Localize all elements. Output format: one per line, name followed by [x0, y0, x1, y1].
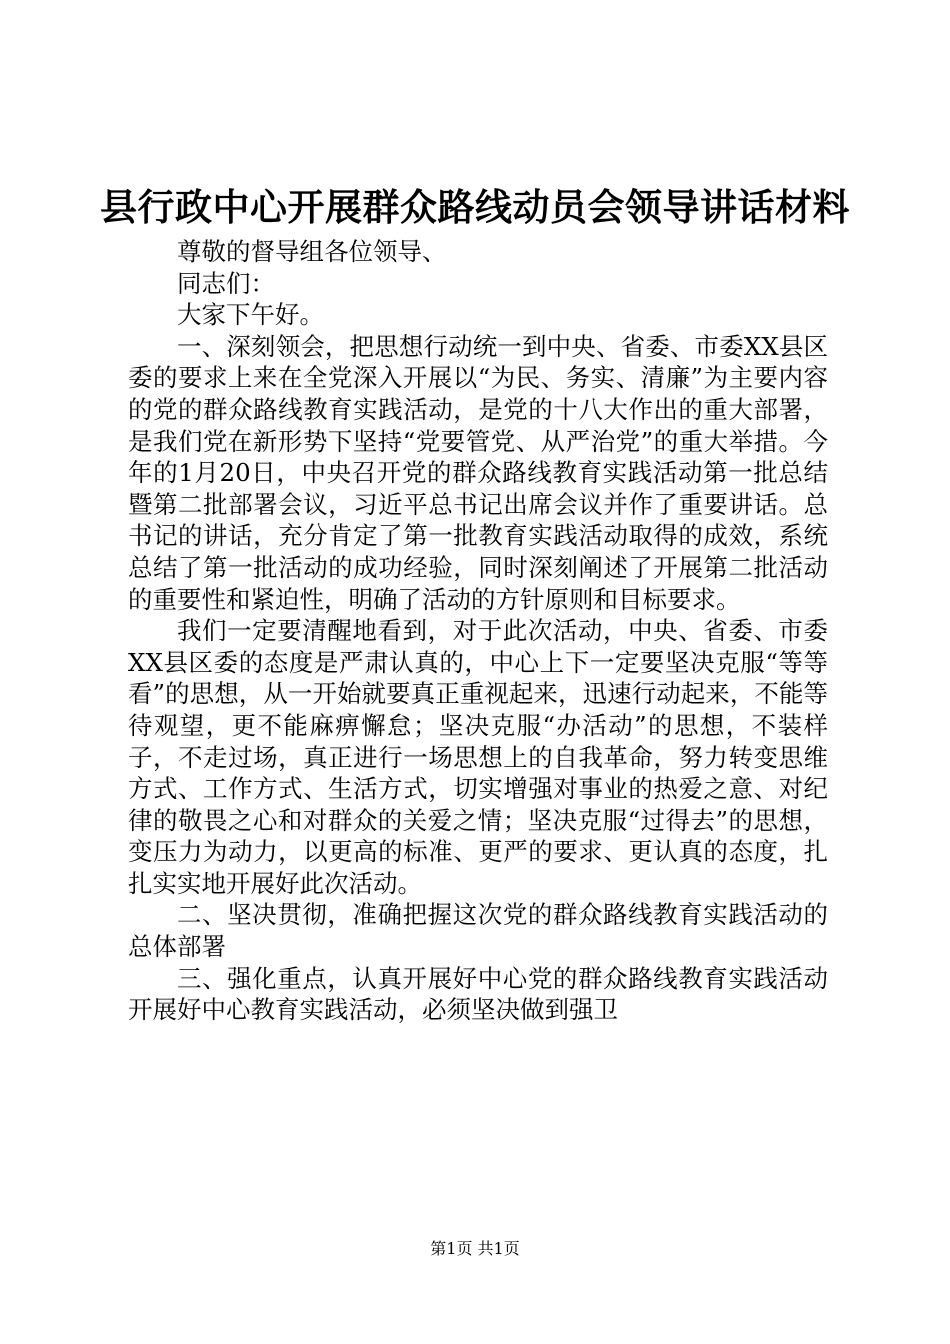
salutation-line-2: 同志们：: [177, 268, 275, 298]
section-one-paragraph-2: 我们一定要清醒地看到，对于此次活动，中央、省委、市委XX县区委的态度是严肃认真的，中心上下一定要坚决克服“等等看”的思想，从一开始就要真正重视起来，迅速行动起来，不能等待观望，更不能麻痹懈怠；坚决克服“办活动”的思想，不装样子，不走过场，真正进行一场思想上的自我革命，努力转变思维方式、工作方式、生活方式，切实增强对事业的热爱之意、对纪律的敬畏之心和对群众的关爱之情；坚决克服“过得去”的思想，变压力为动力，以更高的标准、更严的要求、更认真的态度，扎扎实实地开展好此次活动。: [128, 616, 828, 898]
page-number-footer: 第1页 共1页: [430, 1239, 520, 1258]
document-title: 县行政中心开展群众路线动员会领导讲话材料: [100, 186, 850, 229]
section-two-heading: 二、坚决贯彻，准确把握这次党的群众路线教育实践活动的总体部署: [128, 900, 828, 962]
salutation-line-1: 尊敬的督导组各位领导、: [177, 237, 447, 266]
section-one-paragraph: 一、深刻领会，把思想行动统一到中央、省委、市委XX县区委的要求上来在全党深入开展以“为民、务实、清廉”为主要内容的党的群众路线教育实践活动，是党的十八大作出的重大部署，是我们党在新形势下坚持“党要管党、从严治党”的重大举措。今年的1月20日，中央召开党的群众路线教育实践活动第一批总结暨第二批部署会议，习近平总书记出席会议并作了重要讲话。总书记的讲话，充分肯定了第一批教育实践活动取得的成效，系统总结了第一批活动的成功经验，同时深刻阐述了开展第二批活动的重要性和紧迫性，明确了活动的方针原则和目标要求。: [128, 331, 828, 614]
document-body: [128, 236, 828, 1026]
greeting-line: 大家下午好。: [177, 300, 324, 330]
section-three-heading: 三、强化重点，认真开展好中心党的群众路线教育实践活动开展好中心教育实践活动，必须坚决做到强卫: [128, 963, 828, 1025]
